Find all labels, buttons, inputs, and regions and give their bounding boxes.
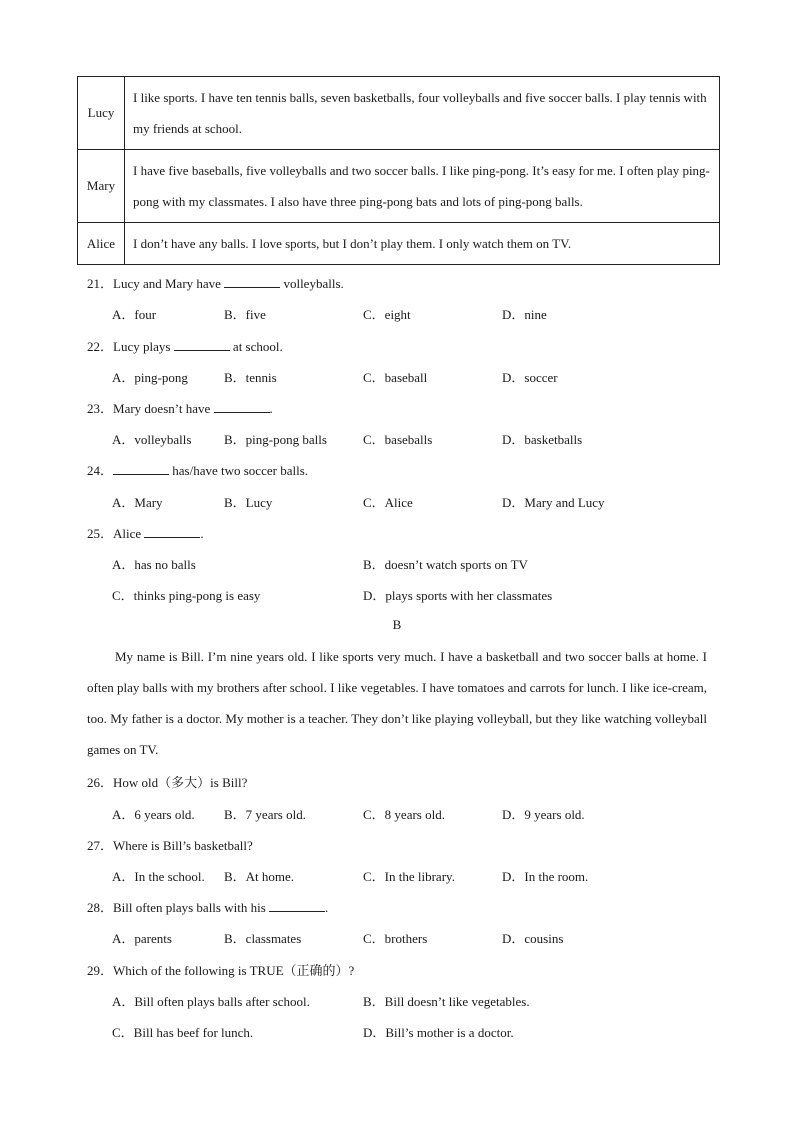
- question-number: 28．: [87, 900, 114, 915]
- option-a[interactable]: A．four: [112, 307, 157, 322]
- question-number: 23．: [87, 401, 114, 416]
- question-text: Where is Bill’s basketball?: [113, 838, 253, 853]
- question-number: 27．: [87, 838, 114, 853]
- question-text: Bill often plays balls with his: [113, 900, 270, 915]
- table-row: [78, 223, 720, 265]
- option-b[interactable]: B．7 years old.: [224, 807, 306, 822]
- option-c[interactable]: C．thinks ping-pong is easy: [112, 588, 261, 603]
- question-text: Lucy plays: [113, 339, 174, 354]
- option-d[interactable]: D．nine: [502, 307, 547, 322]
- text-cell: I have five baseballs, five volleyballs and two soccer balls. I like ping-pong. It’s easy for me. I often play ping-pong with my classmates. I also have three ping-pong bats and lots of ping-pong balls.: [125, 150, 720, 223]
- answer-blank: [269, 900, 325, 912]
- option-c[interactable]: C．Alice: [363, 495, 413, 510]
- question-21: [87, 273, 344, 292]
- question-22: [87, 336, 283, 355]
- option-c[interactable]: C．baseball: [363, 370, 428, 385]
- option-b[interactable]: B．Bill doesn’t like vegetables.: [363, 994, 530, 1009]
- option-b[interactable]: B．tennis: [224, 370, 277, 385]
- question-number: 24．: [87, 463, 114, 478]
- option-c[interactable]: C．brothers: [363, 931, 428, 946]
- question-number: 21．: [87, 276, 114, 291]
- option-a[interactable]: A．Mary: [112, 495, 163, 510]
- option-b[interactable]: B．ping-pong balls: [224, 432, 327, 447]
- question-28: [87, 897, 328, 916]
- option-b[interactable]: B．At home.: [224, 869, 295, 884]
- option-d[interactable]: D．9 years old.: [502, 807, 585, 822]
- option-c[interactable]: C．In the library.: [363, 869, 455, 884]
- question-text: .: [325, 900, 329, 915]
- name-cell: Mary: [78, 150, 125, 223]
- answer-blank: [214, 401, 270, 413]
- question-text: .: [269, 401, 273, 416]
- option-a[interactable]: A．parents: [112, 931, 172, 946]
- option-d[interactable]: D．Bill’s mother is a doctor.: [363, 1025, 514, 1040]
- answer-blank: [174, 339, 230, 351]
- option-b[interactable]: B．Lucy: [224, 495, 273, 510]
- option-d[interactable]: D．plays sports with her classmates: [363, 588, 553, 603]
- question-text: volleyballs.: [280, 276, 344, 291]
- option-b[interactable]: B．classmates: [224, 931, 302, 946]
- option-d[interactable]: D．Mary and Lucy: [502, 495, 605, 510]
- name-cell: Alice: [78, 223, 125, 265]
- text-cell: I like sports. I have ten tennis balls, seven basketballs, four volleyballs and five soccer balls. I play tennis with my friends at school.: [125, 77, 720, 150]
- option-a[interactable]: A．Bill often plays balls after school.: [112, 994, 310, 1009]
- option-a[interactable]: A．volleyballs: [112, 432, 192, 447]
- option-b[interactable]: B．doesn’t watch sports on TV: [363, 557, 528, 572]
- answer-blank: [224, 276, 280, 288]
- question-25: [87, 523, 204, 542]
- option-a[interactable]: A．6 years old.: [112, 807, 195, 822]
- question-27: [87, 835, 253, 854]
- table-row: [78, 77, 720, 150]
- question-24: [87, 460, 308, 479]
- option-d[interactable]: D．cousins: [502, 931, 564, 946]
- question-text: .: [200, 526, 204, 541]
- option-a[interactable]: A．ping-pong: [112, 370, 188, 385]
- question-text: Lucy and Mary have: [113, 276, 225, 291]
- question-number: 29．: [87, 963, 114, 978]
- question-text: at school.: [229, 339, 283, 354]
- question-23: [87, 398, 273, 417]
- option-c[interactable]: C．eight: [363, 307, 411, 322]
- answer-blank: [113, 463, 169, 475]
- option-c[interactable]: C．Bill has beef for lunch.: [112, 1025, 254, 1040]
- question-number: 26．: [87, 775, 114, 790]
- question-text: Which of the following is TRUE（正确的）?: [113, 963, 355, 978]
- option-d[interactable]: D．soccer: [502, 370, 558, 385]
- option-d[interactable]: D．In the room.: [502, 869, 589, 884]
- question-number: 25．: [87, 526, 114, 541]
- option-b[interactable]: B．five: [224, 307, 266, 322]
- question-text: Alice: [113, 526, 145, 541]
- question-text: Mary doesn’t have: [113, 401, 214, 416]
- question-number: 22．: [87, 339, 114, 354]
- option-d[interactable]: D．basketballs: [502, 432, 583, 447]
- answer-blank: [144, 526, 200, 538]
- question-text: has/have two soccer balls.: [169, 463, 308, 478]
- question-text: How old（多大）is Bill?: [113, 775, 248, 790]
- option-a[interactable]: A．In the school.: [112, 869, 205, 884]
- reading-passage: My name is Bill. I’m nine years old. I like sports very much. I have a basketball and two soccer balls at home. I often play balls with my brothers after school. I like vegetables. I have tomatoes and carrots for lunch. I like ice-cream, too. My father is a doctor. My mother is a teacher. They don’t like playing volleyball, but they like watching volleyball games on TV.: [87, 649, 707, 757]
- option-a[interactable]: A．has no balls: [112, 557, 196, 572]
- section-label-b: B: [392, 617, 402, 632]
- option-c[interactable]: C．baseballs: [363, 432, 433, 447]
- table-row: [78, 150, 720, 223]
- question-29: [87, 960, 354, 979]
- info-table: [77, 76, 720, 265]
- name-cell: Lucy: [78, 77, 125, 150]
- text-cell: I don’t have any balls. I love sports, but I don’t play them. I only watch them on TV.: [125, 223, 720, 265]
- option-c[interactable]: C．8 years old.: [363, 807, 445, 822]
- question-26: [87, 772, 247, 791]
